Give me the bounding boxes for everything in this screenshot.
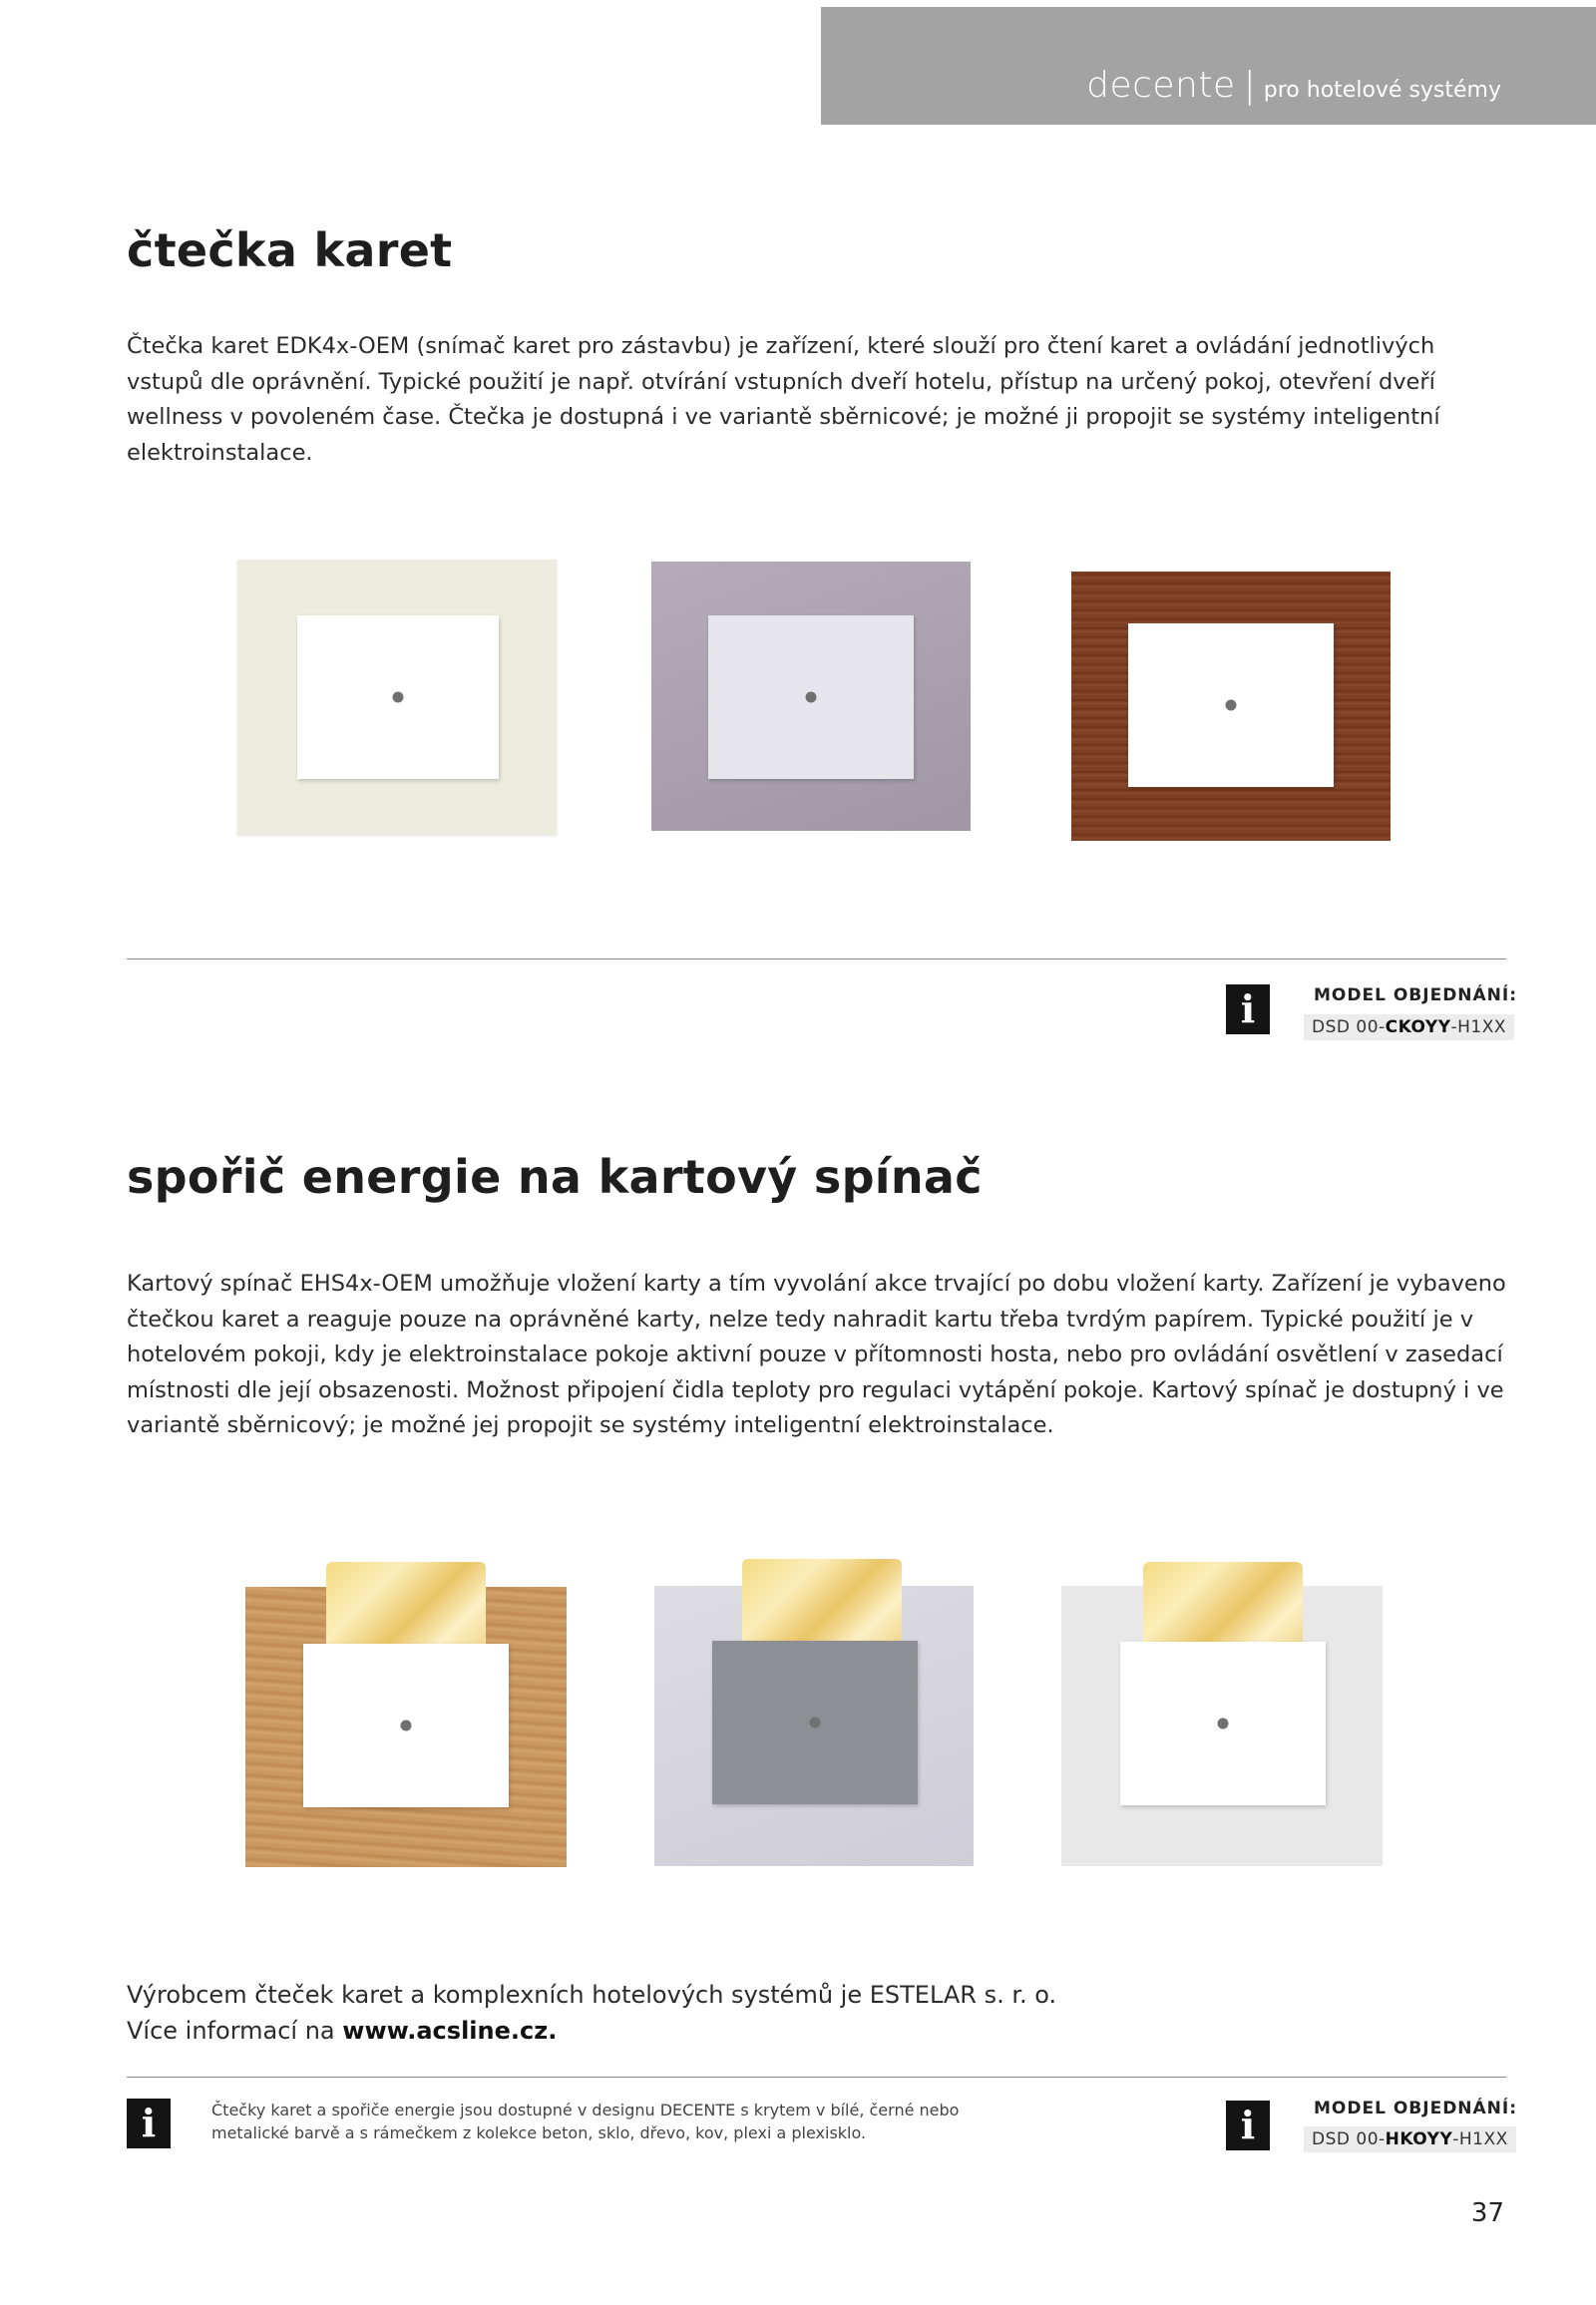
saver-insert <box>712 1641 918 1804</box>
status-led-icon <box>393 692 404 703</box>
divider <box>127 2077 1506 2078</box>
section-description-card-reader: Čtečka karet EDK4x-OEM (snímač karet pro zástavbu) je zařízení, které slouží pro čtení karet a ovládání jednotlivých vstupů dle oprávnění. Typické použití je např. otvírání vstupních dveří hotelu, přístup na určený pokoj, otevření dveří wellness v povoleném čase. Čtečka je dostupná i ve variantě sběrnicové; je možné ji propojit se systémy inteligentní elektroinstalace. <box>127 333 1440 466</box>
order-model-code <box>1304 2126 1516 2152</box>
energy-saver-light-frame <box>1061 1562 1383 1866</box>
page-number: 37 <box>1470 2198 1504 2228</box>
info-icon: i <box>1226 2101 1270 2150</box>
card-reader-lavender-frame <box>651 562 971 831</box>
divider <box>127 959 1506 960</box>
order-code-variant: CKOYY <box>1385 1017 1451 1037</box>
availability-note: Čtečky karet a spořiče energie jsou dostupné v designu DECENTE s krytem v bílé, černé nebo metalické barvě a s rámečkem z kolekce beton, sklo, dřevo, kov, plexi a plexisklo. <box>211 2101 960 2142</box>
section-title-energy-saver: spořič energie na kartový spínač <box>127 1150 983 1204</box>
info-icon: i <box>127 2099 171 2148</box>
more-info-line <box>127 2014 557 2049</box>
status-led-icon <box>810 1718 821 1729</box>
order-code-prefix: DSD 00- <box>1312 2129 1386 2149</box>
header-tagline: pro hotelové systémy <box>1263 78 1501 103</box>
order-model-code <box>1304 1014 1514 1040</box>
header-separator: | <box>1243 65 1256 106</box>
reader-insert <box>708 615 914 779</box>
info-icon: i <box>1226 984 1270 1034</box>
card-reader-cream-frame <box>237 560 557 835</box>
more-info-prefix: Více informací na <box>127 2017 343 2045</box>
saver-insert <box>303 1644 509 1807</box>
status-led-icon <box>1226 700 1237 711</box>
header-title <box>1086 65 1501 106</box>
order-code-prefix: DSD 00- <box>1312 1017 1386 1037</box>
energy-saver-oak-frame <box>245 1562 567 1867</box>
order-code-suffix: -H1XX <box>1450 1017 1507 1037</box>
header-bar <box>821 7 1596 125</box>
status-led-icon <box>401 1721 412 1731</box>
reader-insert <box>1128 623 1334 787</box>
order-code-suffix: -H1XX <box>1452 2129 1508 2149</box>
reader-insert <box>297 615 499 779</box>
saver-insert <box>1120 1642 1326 1805</box>
section-description-energy-saver: Kartový spínač EHS4x-OEM umožňuje vložení karty a tím vyvolání akce trvající po dobu vložení karty. Zařízení je vybaveno čtečkou karet a reaguje pouze na oprávněné karty, nelze tedy nahradit kartu třeba tvrdým papírem. Typické použití je v hotelovém pokoji, kdy je elektroinstalace pokoje aktivní pouze v přítomnosti hosta, nebo pro ovládání osvětlení v zasedací místnosti dle její obsazenosti. Možnost připojení čidla teploty pro regulaci vytápění pokoje. Kartový spínač je dostupný i ve variantě sběrnicový; je možné jej propojit se systémy inteligentní elektroinstalace. <box>127 1271 1506 1438</box>
website-link[interactable]: www.acsline.cz. <box>342 2017 558 2045</box>
brand-name: decente <box>1086 65 1236 106</box>
status-led-icon <box>806 692 817 703</box>
section-title-card-reader: čtečka karet <box>127 223 453 277</box>
order-model-label: MODEL OBJEDNÁNÍ: <box>1314 2099 1518 2118</box>
order-model-label: MODEL OBJEDNÁNÍ: <box>1314 985 1518 1005</box>
card-reader-walnut-frame <box>1071 572 1391 841</box>
manufacturer-line: Výrobcem čteček karet a komplexních hotelových systémů je ESTELAR s. r. o. <box>127 1981 1057 2009</box>
order-code-variant: HKOYY <box>1385 2129 1453 2149</box>
energy-saver-glass-frame <box>654 1559 974 1866</box>
status-led-icon <box>1218 1719 1229 1729</box>
